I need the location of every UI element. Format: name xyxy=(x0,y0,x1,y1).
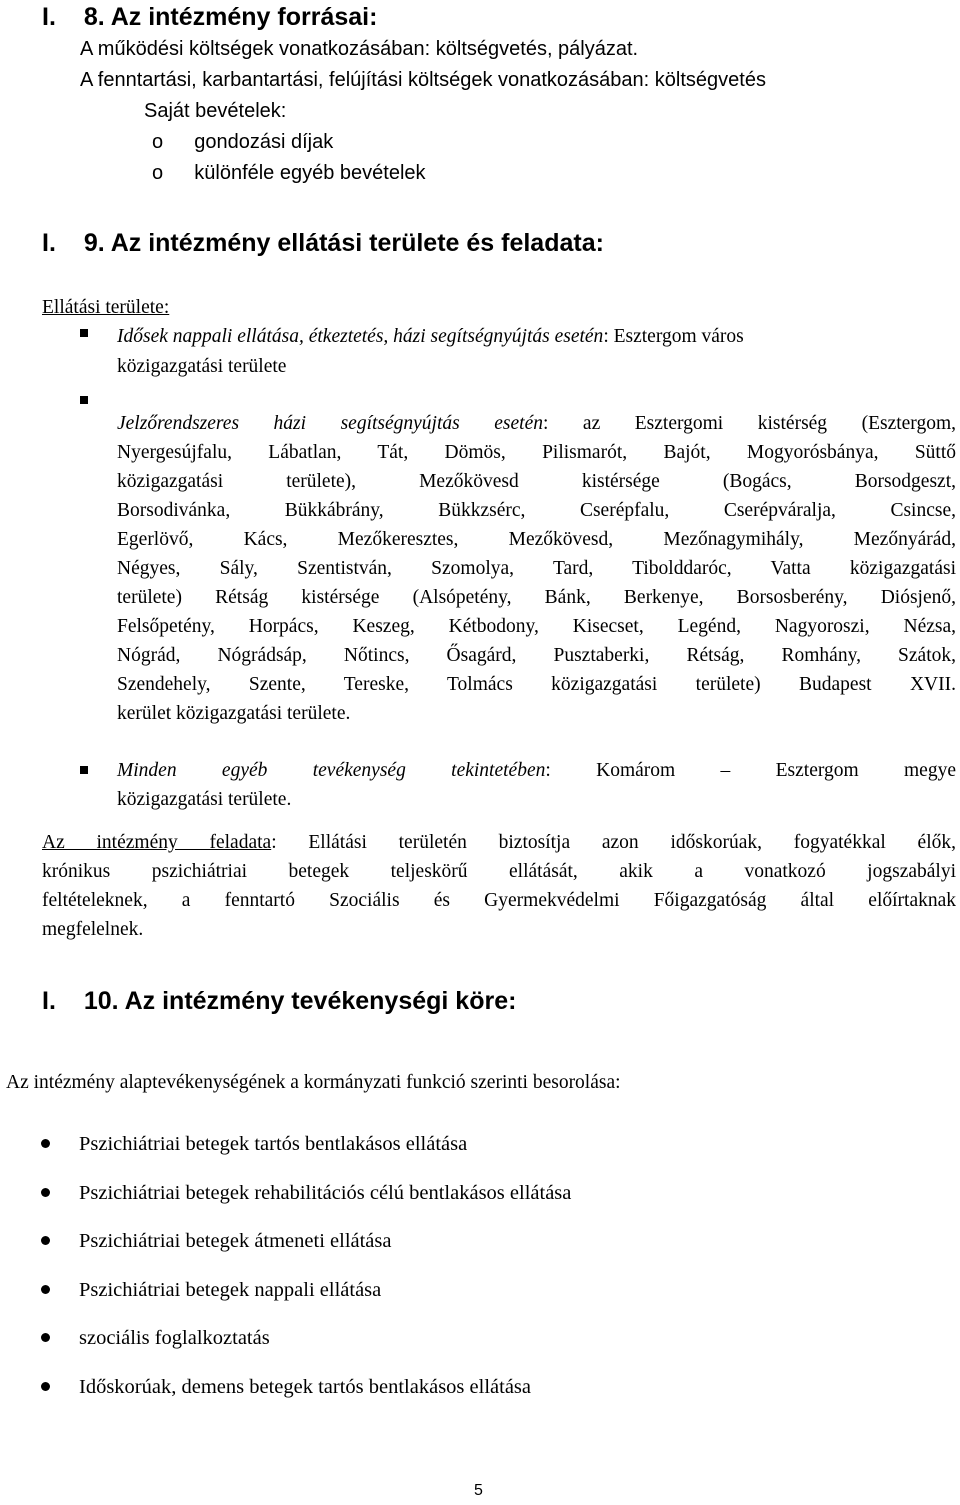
section-10-heading xyxy=(42,986,516,1016)
bullet-dot-icon xyxy=(41,1139,50,1148)
section-8-number: 8. xyxy=(83,3,105,31)
bullet-2-last-line: kerület közigazgatási területe. xyxy=(117,703,351,724)
section-10-title: Az intézmény tevékenységi köre: xyxy=(124,987,517,1015)
s8-line-1: A működési költségek vonatkozásában: költségvetés, pályázat. xyxy=(80,38,639,60)
bullet-3-rest: : Komárom – Esztergom megye xyxy=(545,760,956,781)
bullet-dot-icon xyxy=(41,1236,50,1245)
square-bullet-icon xyxy=(80,396,88,404)
section-8-title: Az intézmény forrásai: xyxy=(110,3,378,31)
section-9-title: Az intézmény ellátási területe és feladata: xyxy=(110,229,604,257)
section-8-heading xyxy=(42,2,377,32)
task-last-line: megfelelnek. xyxy=(42,919,144,940)
bullet-1-italic: Idősek nappali ellátása, étkeztetés, házi segítségnyújtás esetén xyxy=(117,326,604,347)
task-rest: : Ellátási területén biztosítja azon időskorúak, fogyatékkal élők, xyxy=(271,832,957,853)
bullet-3-line-2: közigazgatási területe. xyxy=(117,789,292,810)
s8-item-text: gondozási díjak xyxy=(194,131,334,153)
activity-item: szociális foglalkoztatás xyxy=(79,1327,270,1349)
activity-item: Pszichiátriai betegek átmeneti ellátása xyxy=(79,1230,392,1252)
task-label: Az intézmény feladata xyxy=(42,832,272,853)
bullet-dot-icon xyxy=(41,1285,50,1294)
bullet-2-line: Nógrád, Nógrádsáp, Nőtincs, Ősagárd, Pusztaberki, Rétság, Romhány, Szátok, xyxy=(117,645,956,666)
square-bullet-icon xyxy=(80,766,88,774)
bullet-2-line: közigazgatási területe), Mezőkövesd kistérsége (Bogács, Borsodgeszt, xyxy=(117,471,956,492)
activity-item: Pszichiátriai betegek rehabilitációs célú bentlakásos ellátása xyxy=(79,1182,572,1204)
section-9-heading xyxy=(42,228,604,258)
page-number: 5 xyxy=(474,1482,483,1499)
bullet-2-line: Felsőpetény, Horpács, Keszeg, Kétbodony, Kisecset, Legénd, Nagyoroszi, Nézsa, xyxy=(117,616,956,637)
activity-item: Időskorúak, demens betegek tartós bentlakásos ellátása xyxy=(79,1376,531,1398)
bullet-3-italic: Minden egyéb tevékenység tekintetében xyxy=(117,760,546,781)
s8-line-2: A fenntartási, karbantartási, felújítási költségek vonatkozásában: költségvetés xyxy=(80,69,766,91)
bullet-3-line-1 xyxy=(117,759,956,783)
section-10-prefix: I. xyxy=(42,987,56,1015)
section-9-prefix: I. xyxy=(42,229,56,257)
area-label: Ellátási területe: xyxy=(42,297,170,318)
section-9-number: 9. xyxy=(83,229,105,257)
bullet-2-line: Nyergesújfalu, Lábatlan, Tát, Dömös, Pilismarót, Bajót, Mogyorósbánya, Süttő xyxy=(117,442,956,463)
bullet-2-line: Borsodivánka, Bükkábrány, Bükkzsérc, Cserépfalu, Cserépváralja, Csincse, xyxy=(117,500,956,521)
bullet-1-rest: : Esztergom város xyxy=(603,326,744,347)
bullet-dot-icon xyxy=(41,1333,50,1342)
section-10-number: 10. xyxy=(83,987,119,1015)
bullet-2-rest: : az Esztergomi kistérség (Esztergom, xyxy=(542,413,956,434)
task-line-1 xyxy=(42,831,956,855)
bullet-2-line: Szendehely, Szente, Tereske, Tolmács közigazgatási területe) Budapest XVII. xyxy=(117,674,956,695)
s8-list-item xyxy=(152,160,426,186)
activity-item: Pszichiátriai betegek tartós bentlakásos ellátása xyxy=(79,1133,468,1155)
bullet-dot-icon xyxy=(41,1188,50,1197)
task-line: feltételeknek, a fenntartó Szociális és Gyermekvédelmi Főigazgatóság által előírtaknak xyxy=(42,890,956,911)
list-marker: o xyxy=(152,131,164,153)
bullet-2-line-1 xyxy=(117,412,956,436)
task-line: krónikus pszichiátriai betegek teljeskörű ellátását, akik a vonatkozó jogszabályi xyxy=(42,861,956,882)
bullet-2-line: területe) Rétság kistérsége (Alsópetény, Bánk, Berkenye, Borsosberény, Diósjenő, xyxy=(117,587,956,608)
bullet-1-line-2: közigazgatási területe xyxy=(117,356,287,377)
bullet-1-line-1 xyxy=(117,325,956,349)
s8-item-text: különféle egyéb bevételek xyxy=(194,162,426,184)
s8-list-item xyxy=(152,129,333,155)
list-marker: o xyxy=(152,162,164,184)
bullet-2-italic: Jelzőrendszeres házi segítségnyújtás esetén xyxy=(117,413,543,434)
s8-line-3: Saját bevételek: xyxy=(144,100,287,122)
activity-intro: Az intézmény alaptevékenységének a kormányzati funkció szerinti besorolása: xyxy=(6,1072,621,1093)
bullet-dot-icon xyxy=(41,1382,50,1391)
square-bullet-icon xyxy=(80,329,88,337)
bullet-2-line: Négyes, Sály, Szentistván, Szomolya, Tard, Tibolddaróc, Vatta közigazgatási xyxy=(117,558,956,579)
activity-item: Pszichiátriai betegek nappali ellátása xyxy=(79,1279,382,1301)
bullet-2-line: Egerlövő, Kács, Mezőkeresztes, Mezőkövesd, Mezőnagymihály, Mezőnyárád, xyxy=(117,529,956,550)
section-8-prefix: I. xyxy=(42,3,56,31)
